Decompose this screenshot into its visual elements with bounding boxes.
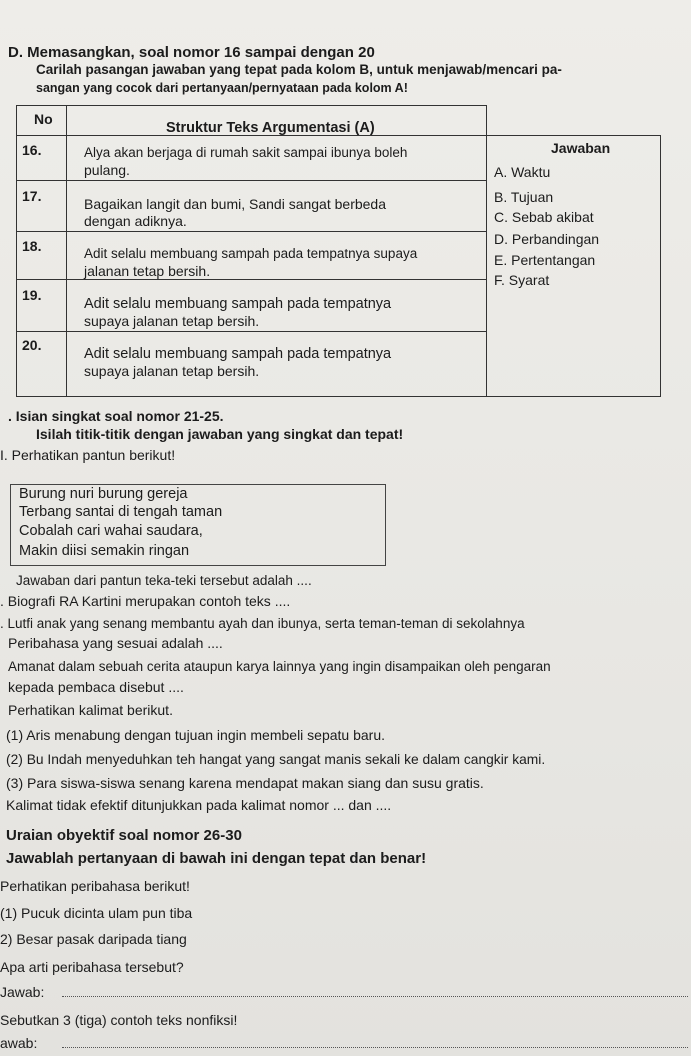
row-statement-line2: pulang. — [84, 162, 130, 178]
e-q5-question: Kalimat tidak efektif ditunjukkan pada kalimat nomor ... dan .... — [6, 797, 392, 813]
e-q4-line2: kepada pembaca disebut .... — [8, 679, 184, 695]
row-number: 18. — [22, 238, 42, 254]
f-q1-intro: Perhatikan peribahasa berikut! — [0, 878, 190, 894]
row-number: 16. — [22, 142, 42, 158]
section-e-instruction: Isilah titik-titik dengan jawaban yang singkat dan tepat! — [36, 426, 404, 442]
f-q1-item: (1) Pucuk dicinta ulam pun tiba — [0, 905, 193, 921]
header-no: No — [34, 111, 53, 127]
f-q1-item: 2) Besar pasak daripada tiang — [0, 931, 187, 947]
row-number: 19. — [22, 287, 42, 303]
row-statement-line1: Bagaikan langit dan bumi, Sandi sangat berbeda — [84, 196, 386, 212]
e-q2: . Biografi RA Kartini merupakan contoh teks .... — [0, 593, 291, 609]
row-statement-line1: Alya akan berjaga di rumah sakit sampai ibunya boleh — [84, 145, 408, 160]
answer-option: D. Perbandingan — [494, 231, 600, 247]
f-q2-answer-label: awab: — [0, 1035, 38, 1051]
header-jawaban: Jawaban — [551, 140, 611, 156]
answer-option: F. Syarat — [494, 272, 550, 288]
e-q1-question: Jawaban dari pantun teka-teki tersebut adalah .... — [16, 573, 312, 588]
row-statement-line2: dengan adiknya. — [84, 213, 187, 229]
section-f-instruction: Jawablah pertanyaan di bawah ini dengan tepat dan benar! — [6, 850, 427, 867]
row-number: 20. — [22, 337, 42, 353]
section-d-instruction-1: Carilah pasangan jawaban yang tepat pada kolom B, untuk menjawab/mencari pa- — [36, 62, 562, 77]
header-struktur: Struktur Teks Argumentasi (A) — [166, 120, 375, 136]
section-f-heading: Uraian obyektif soal nomor 26-30 — [6, 827, 242, 844]
f-q2-question: Sebutkan 3 (tiga) contoh teks nonfiksi! — [0, 1012, 238, 1028]
row-number: 17. — [22, 188, 42, 204]
f-q1-answer-label: Jawab: — [0, 984, 45, 1000]
pantun-line: Makin diisi semakin ringan — [19, 543, 190, 559]
e-q3-line2: Peribahasa yang sesuai adalah .... — [8, 635, 223, 651]
e-q5-item: (2) Bu Indah menyeduhkan teh hangat yang sangat manis sekali ke dalam cangkir kami. — [6, 752, 546, 767]
answer-option: E. Pertentangan — [494, 252, 596, 268]
matching-table — [16, 105, 661, 397]
e-q5-item: (1) Aris menabung dengan tujuan ingin membeli sepatu baru. — [6, 727, 386, 743]
row-statement-line2: supaya jalanan tetap bersih. — [84, 313, 260, 329]
section-d-heading: D. Memasangkan, soal nomor 16 sampai dengan 20 — [8, 44, 375, 61]
row-statement-line1: Adit selalu membuang sampah pada tempatnya supaya — [84, 246, 418, 261]
row-statement-line1: Adit selalu membuang sampah pada tempatnya — [84, 346, 392, 362]
row-statement-line1: Adit selalu membuang sampah pada tempatnya — [84, 296, 392, 312]
pantun-line: Terbang santai di tengah taman — [19, 504, 223, 520]
e-q1-intro: I. Perhatikan pantun berikut! — [0, 447, 176, 463]
answer-option: B. Tujuan — [494, 189, 554, 205]
answer-option: C. Sebab akibat — [494, 209, 594, 225]
row-statement-line2: jalanan tetap bersih. — [84, 263, 211, 279]
pantun-box — [10, 484, 386, 566]
section-d-instruction-2: sangan yang cocok dari pertanyaan/pernyataan pada kolom A! — [36, 81, 408, 95]
pantun-line: Cobalah cari wahai saudara, — [19, 523, 203, 539]
f-q1-question: Apa arti peribahasa tersebut? — [0, 959, 184, 975]
e-q4-line1: Amanat dalam sebuah cerita ataupun karya lainnya yang ingin disampaikan oleh pengaran — [8, 659, 551, 674]
e-q5-item: (3) Para siswa-siswa senang karena mendapat makan siang dan susu gratis. — [6, 775, 484, 791]
e-q5-intro: Perhatikan kalimat berikut. — [8, 702, 173, 718]
answer-option: A. Waktu — [494, 164, 551, 180]
e-q3-line1: . Lutfi anak yang senang membantu ayah dan ibunya, serta teman-teman di sekolahnya — [0, 616, 525, 631]
row-statement-line2: supaya jalanan tetap bersih. — [84, 363, 260, 379]
answer-line[interactable] — [62, 1046, 688, 1048]
pantun-line: Burung nuri burung gereja — [19, 486, 188, 502]
answer-line[interactable] — [62, 995, 688, 997]
section-e-heading: . Isian singkat soal nomor 21-25. — [8, 408, 224, 424]
